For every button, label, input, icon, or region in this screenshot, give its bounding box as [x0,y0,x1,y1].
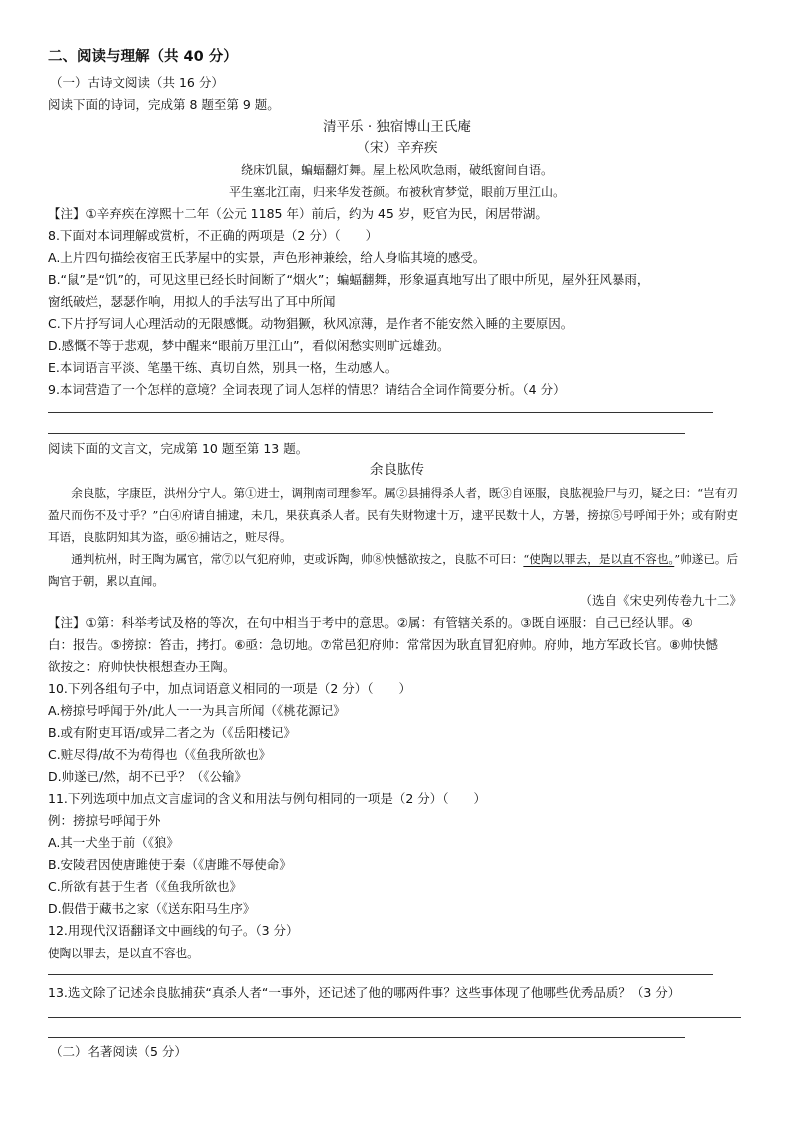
prose-note-line-3: 欲按之：府帅快快根想查办王陶。 [48,659,236,674]
answer-line[interactable] [48,433,685,434]
q8-stem: 8.下面对本词理解或赏析，不正确的两项是（2 分）（ ） [48,228,379,243]
poem-instruction: 阅读下面的诗词，完成第 8 题至第 9 题。 [48,97,280,112]
q11-option-d: D.假借于藏书之家（《送东阳马生序》 [48,901,256,916]
q11-option-b: B.安陵君因使唐雎使于秦（《唐雎不辱使命》 [48,857,292,872]
q10-option-b: B.或有附吏耳语/或异二者之为（《岳阳楼记》 [48,725,297,740]
q10-option-a: A.榜掠号呼闻于外/此人一一为具言所闻（《桃花源记》 [48,703,346,718]
q10-stem: 10.下列各组句子中，加点词语意义相同的一项是（2 分）（ ） [48,681,412,696]
q9-stem: 9.本词营造了一个怎样的意境？全词表现了词人怎样的情思？请结合全词作简要分析。（4 分） [48,382,566,397]
prose-source: （选自《宋史列传卷九十二》 [579,593,742,608]
prose-instruction: 阅读下面的文言文，完成第 10 题至第 13 题。 [48,441,309,456]
prose-note-line-1: 【注】①第：科举考试及格的等次，在句中相当于考中的意思。②属：有管辖关系的。③既自诬服：自己已经认罪。④ [48,615,693,630]
answer-line[interactable] [48,974,713,975]
q11-option-c: C.所欲有甚于生者（《鱼我所欲也》 [48,879,242,894]
poem-line-2: 平生塞北江南，归来华发苍颜。布被秋宵梦觉，眼前万里江山。 [228,185,565,199]
underlined-sentence: 不容也。 [633,552,675,566]
q8-option-a: A.上片四句描绘夜宿王氏茅屋中的实景，声色形神兼绘，给人身临其境的感受。 [48,250,486,265]
part1-title: （一）古诗文阅读（共 16 分） [50,75,224,90]
prose-title: 余良肱传 [370,462,424,478]
poem-author: （宋）辛弃疾 [356,140,438,156]
q11-example: 例：搒掠号呼闻于外 [48,813,161,828]
q8-option-e: E.本词语言平淡、笔墨干练、真切自然，别具一格，生动感人。 [48,360,398,375]
answer-line[interactable] [48,1037,685,1038]
prose-note-line-2: 白：报告。⑤搒掠：笞击，拷打。⑥亟：急切地。⑦常邑犯府帅：常常因为耿直冒犯府帅。府帅，地方军政长官。⑧帅快憾 [48,637,718,652]
q11-stem: 11.下列选项中加点文言虚词的含义和用法与例句相同的一项是（2 分）（ ） [48,791,487,806]
q8-option-b-line1: B.“鼠”是“饥”的，可见这里已经长时间断了“烟火”；蝙蝠翻舞，形象逼真地写出了眼中所见，屋外狂风暴雨， [48,272,650,287]
answer-line[interactable] [48,412,713,413]
poem-note: 【注】①辛弃疾在淳熙十二年（公元 1185 年）前后，约为 45 岁，贬官为民，闲居带湖。 [48,206,548,221]
poem-title: 清平乐 · 独宿博山王氏庵 [323,119,471,135]
q12-stem: 12.用现代汉语翻译文中画线的句子。（3 分） [48,923,299,938]
poem-line-1: 绕床饥鼠，蝙蝠翻灯舞。屋上松风吹急雨，破纸窗间自语。 [240,163,553,177]
prose-paragraph-1: 余良肱，字康臣，洪州分宁人。第①进士，调荆南司理参军。属②县捕得杀人者，既③自诬服，良肱视验尸与刃，疑之曰：“岂有刃盈尺而伤不及寸乎？”白④府请自捕逮，未几，果获真杀人者。民有失财物逮十万，逮平民数十人，方暑，搒掠⑤号呼闻于外；或有附吏耳语，良肱阴知其为盗，亟⑥捕诘之，赃尽得。 [48,486,738,544]
q8-option-d: D.感慨不等于悲观，梦中醒来“眼前万里江山”，看似闲愁实则旷远雄劲。 [48,338,450,353]
q11-option-a: A.其一犬坐于前（《狼》 [48,835,180,850]
prose-paragraph-2 [48,548,746,592]
q12-sentence: 使陶以罪去，是以直不容也。 [48,946,199,960]
section-heading: 二、阅读与理解（共 40 分） [48,49,238,65]
part2-title: （二）名著阅读（5 分） [50,1044,187,1059]
q10-option-d: D.帅遂已/然，胡不已乎？（《公输》 [48,769,248,784]
q8-option-c: C.下片抒写词人心理活动的无限感慨。动物猖獗，秋风凉薄，是作者不能安然入睡的主要原因。 [48,316,574,331]
q10-option-c: C.赃尽得/故不为苟得也（《鱼我所欲也》 [48,747,272,762]
prose-text: 通判杭州，时王陶为属官，常⑦以气犯府帅，吏或诉陶，帅⑧怏憾欲按之，良肱不可曰： [71,552,524,566]
q13-stem: 13.选文除了记述余良肱捕获“真杀人者“一事外，还记述了他的哪两件事？这些事体现了他哪些优秀品质？（3 分） [48,985,681,1000]
answer-line[interactable] [48,1017,741,1018]
underlined-sentence: “使陶以罪去，是以直 [523,552,634,566]
q8-option-b-line2: 窗纸破烂，瑟瑟作响，用拟人的手法写出了耳中所闻 [48,294,336,309]
prose-text: ”帅遂已。后陶官于朝，累以直闻。 [48,552,739,588]
